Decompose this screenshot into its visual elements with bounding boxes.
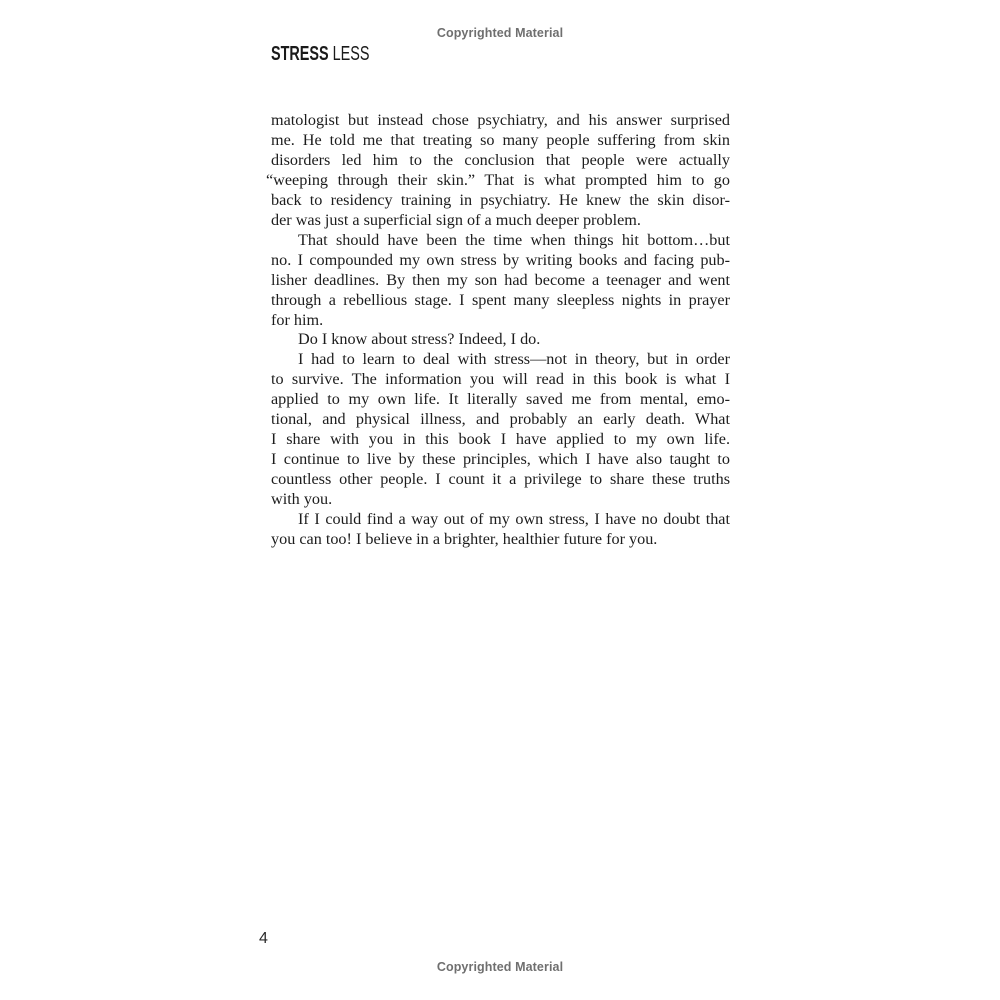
text-line: you can too! I believe in a brighter, healthier future for you. <box>271 530 658 548</box>
text-line: no. I compounded my own stress by writing books and facing pub- <box>271 251 730 269</box>
text-line: tional, and physical illness, and probably an early death. What <box>271 410 730 428</box>
running-head-bold: STRESS <box>271 43 329 65</box>
text-line: Do I know about stress? Indeed, I do. <box>298 330 541 348</box>
text-line: If I could find a way out of my own stress, I have no doubt that <box>298 510 730 528</box>
text-line: “weeping through their skin.” That is what prompted him to go <box>266 171 730 189</box>
text-line: applied to my own life. It literally saved me from mental, emo- <box>271 390 730 408</box>
text-line: for him. <box>271 311 324 329</box>
text-line: That should have been the time when things hit bottom…but <box>298 231 730 249</box>
text-line: disorders led him to the conclusion that people were actually <box>271 151 730 169</box>
text-line: me. He told me that treating so many people suffering from skin <box>271 131 730 149</box>
copyright-watermark-top: Copyrighted Material <box>436 26 564 40</box>
text-line: I share with you in this book I have applied to my own life. <box>271 430 730 448</box>
page-number: 4 <box>259 930 268 947</box>
running-head-light: LESS <box>332 43 370 65</box>
text-line: I had to learn to deal with stress—not in theory, but in order <box>298 350 730 368</box>
text-line: matologist but instead chose psychiatry, and his answer surprised <box>271 111 730 129</box>
text-line: der was just a superficial sign of a much deeper problem. <box>271 211 641 229</box>
text-line: to survive. The information you will read in this book is what I <box>271 370 730 388</box>
text-line: back to residency training in psychiatry. He knew the skin disor- <box>271 191 730 209</box>
copyright-watermark-bottom: Copyrighted Material <box>436 960 564 974</box>
text-line: through a rebellious stage. I spent many sleepless nights in prayer <box>271 291 730 309</box>
text-line: countless other people. I count it a privilege to share these truths <box>271 470 730 488</box>
text-line: I continue to live by these principles, which I have also taught to <box>271 450 730 468</box>
text-line: lisher deadlines. By then my son had become a teenager and went <box>271 271 730 289</box>
text-line: with you. <box>271 490 333 508</box>
